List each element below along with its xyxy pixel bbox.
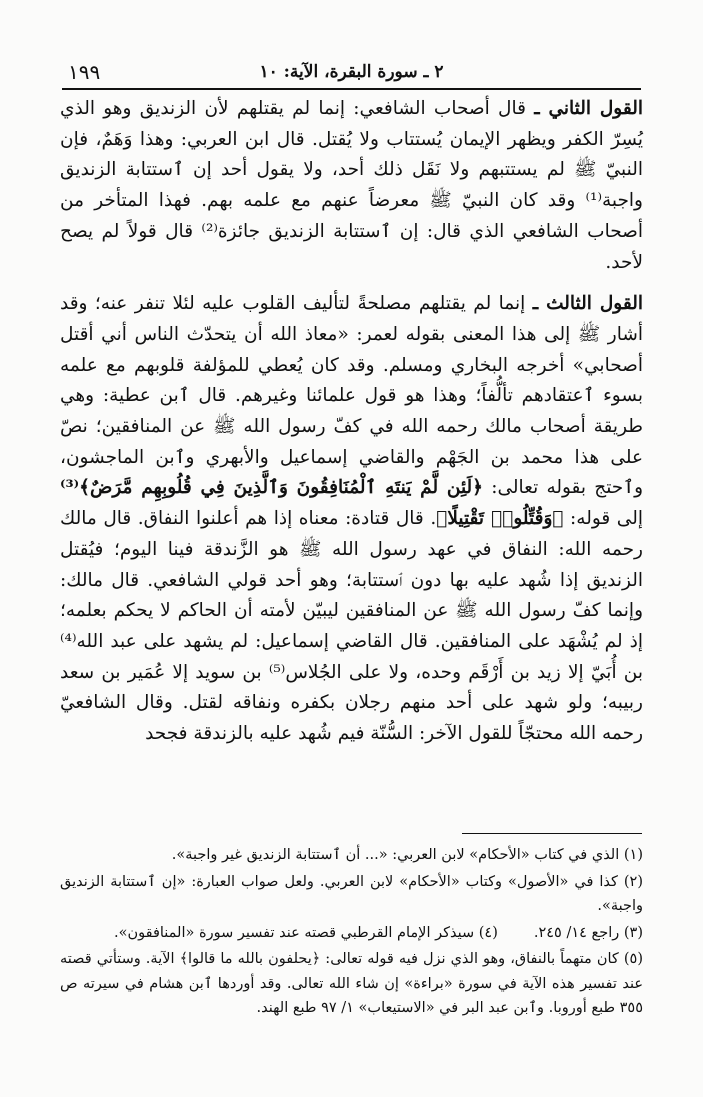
footnote: (١) الذي في كتاب «الأحكام» لابن العربي: «... أن ٱستتابة الزنديق غير واجبة».: [171, 847, 643, 863]
footnote: (٥) كان متهماً بالنفاق، وهو الذي نزل فيه قوله تعالى: ﴿يحلفون بالله ما قالوا﴾ الآية. وستأتي قصته عند تفسير هذه الآية في سورة «براءة» إن شاء الله تعالى. وقد أوردها ٱبن هشام في سيرته ص ٣٥٥ طبع أوروبا. وٱبن عبد البر في «الاستيعاب» ١/ ٩٧ طبع الهند.: [60, 951, 643, 1016]
paragraph-heading: القول الثالث ـ: [532, 293, 644, 315]
paragraph-text: إنما لم يقتلهم مصلحةً لتأليف القلوب عليه لئلا تنفر عنه؛ وقد أشار ﷺ إلى هذا المعنى بقوله لعمر: «معاذ الله أن يتحدّث الناس أني أقتل أصحابي» أخرجه البخاري ومسلم. وقد كان يُعطي للمؤلفة قلوبهم مع علمه بسوء ٱعتقادهم تألُّفاً؛ وهذا هو قول علمائنا وغيرهم. قال ٱبن عطية: وهي طريقة أصحاب مالك رحمه الله في كفّ رسول الله ﷺ عن المنافقين؛ نصّ على هذا محمد بن الجَهْم والقاضي إسماعيل والأبهري وٱبن الماجشون، وٱحتج بقوله تعالى:: [60, 293, 644, 499]
page-number: ١٩٩: [68, 60, 101, 84]
footnote-pair: [60, 921, 643, 946]
footnote: (٣) راجع ١٤/ ٢٤٥.: [533, 924, 643, 941]
paragraph-heading: القول الثاني ـ: [534, 98, 643, 119]
footnotes-separator: [462, 833, 642, 834]
paragraph-text: . قال قتادة: معناه إذا هم أعلنوا النفاق. قال مالك رحمه الله: النفاق في عهد رسول الله ﷺ هو الزَّندقة فينا اليوم؛ فيُقتل الزنديق إذا شُهد عليه بها دون ٱستتابة؛ وهو أحد قولي الشافعي. قال مالك: وإنما كفّ رسول الله ﷺ عن المنافقين ليبيّن لأمته أن الحاكم لا يحكم بعلمه؛ إذ لم يُشْهَد على المنافقين. قال القاضي إسماعيل: لم يشهد على عبد الله⁽⁴⁾ بن أُبَيّ إلا زيد بن أَرْقَم وحده، ولا على الجُلاس⁽⁵⁾ بن سويد إلا عُمَير بن سعد ربيبه؛ ولو شهد على أحد منهم رجلان بكفره ونفاقه لقتل. وقال الشافعيّ رحمه الله محتجّاً للقول الآخر: السُّنّة فيم شُهد عليه بالزندقة فجحد: [60, 508, 644, 745]
paragraph-third-opinion: [60, 289, 643, 750]
footnote: (٤) سيذكر الإمام القرطبي قصته عند تفسير سورة «المنافقون».: [113, 924, 498, 941]
footnotes: [60, 843, 643, 1023]
header-rule: [62, 88, 641, 90]
paragraph-text: قال أصحاب الشافعي: إنما لم يقتلهم لأن الزنديق وهو الذي يُسِرّ الكفر ويظهر الإيمان يُستتاب ولا يُقتل. قال ابن العربي: وهذا وَهَمٌ، فإن النبيّ ﷺ لم يستتبهم ولا نَقَل ذلك أحد، ولا يقول أحد إن ٱستتابة الزنديق واجبة⁽¹⁾ وقد كان النبيّ ﷺ معرضاً عنهم مع علمه بهم. فهذا المتأخر من أصحاب الشافعي الذي قال: إن ٱستتابة الزنديق جائزة⁽²⁾ قال قولاً لم يصح لأحد.: [60, 98, 643, 273]
paragraph-second-opinion: [60, 94, 643, 278]
page-header: [62, 44, 641, 86]
quran-verse: ﴿لَئِن لَّمْ يَنتَهِ ٱلْمُنَافِقُونَ وَٱلَّذِينَ فِي قُلُوبِهِم مَّرَضٌ﴾⁽³⁾: [60, 477, 484, 499]
running-title: ٢ ـ سورة البقرة، الآية: ١٠: [259, 62, 444, 82]
main-text: [60, 94, 643, 750]
paragraph-text: إلى قوله:: [563, 508, 643, 530]
quran-verse: ﴿وَقُتِّلُوا۟ تَقْتِيلًا﴾: [436, 508, 564, 530]
footnote: (٢) كذا في «الأصول» وكتاب «الأحكام» لابن العربي. ولعل صواب العبارة: «إن ٱستتابة الزنديق واجبة».: [60, 873, 643, 914]
